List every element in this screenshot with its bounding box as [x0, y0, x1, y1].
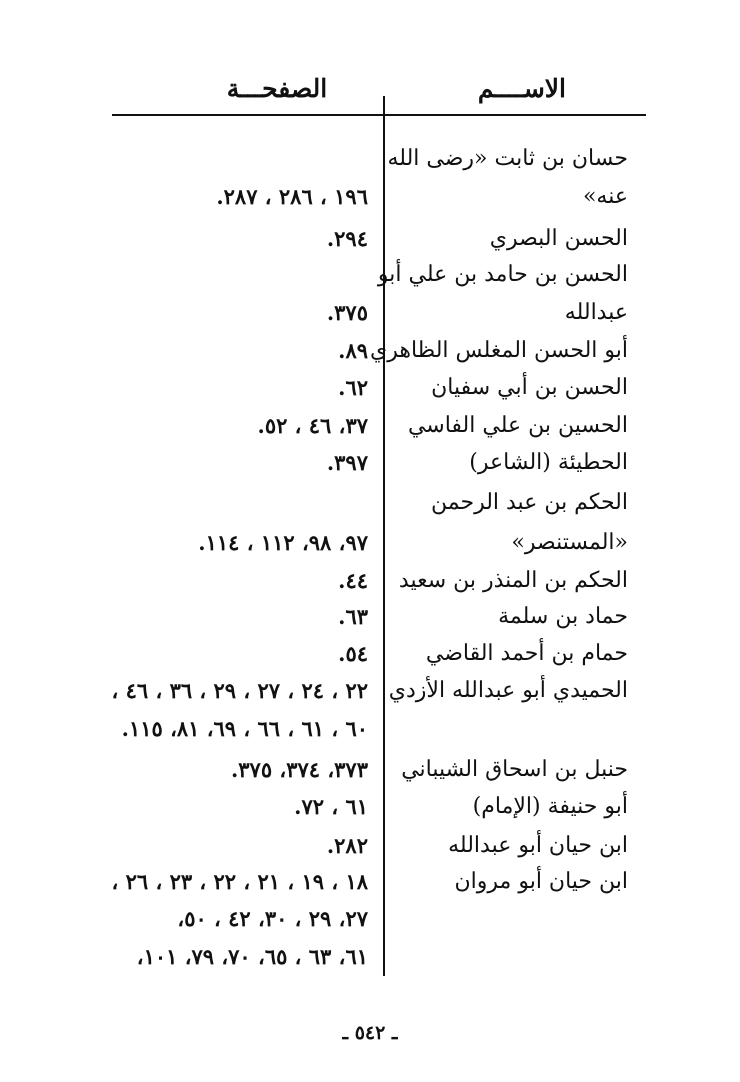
entry-name: الحسين بن علي الفاسي: [407, 413, 628, 438]
entry-name: حنبل بن اسحاق الشيباني: [401, 757, 628, 782]
entry-pages: ٢٩٤.: [326, 226, 368, 251]
table-row: [0, 678, 740, 714]
entry-pages: ٩٧، ٩٨، ١١٢ ، ١١٤.: [198, 530, 368, 555]
entry-pages: ٦٢.: [338, 375, 368, 400]
entry-pages: ٣٧٣، ٣٧٤، ٣٧٥.: [230, 757, 368, 782]
entry-name: الحطيئة (الشاعر): [469, 450, 628, 475]
table-row: [0, 869, 740, 905]
entry-name: الحسن البصري: [489, 226, 628, 251]
table-row: [0, 641, 740, 677]
entry-name: ابن حيان أبو عبدالله: [448, 833, 628, 858]
entry-pages: ٨٩.: [338, 338, 368, 363]
table-row: [0, 146, 740, 182]
entry-name: عبدالله: [564, 300, 628, 325]
entry-pages: ٦٣.: [338, 604, 368, 629]
table-row: [0, 794, 740, 830]
table-row: [0, 568, 740, 604]
table-row: [0, 450, 740, 486]
table-row: [0, 226, 740, 262]
entry-name: أبو حنيفة (الإمام): [472, 794, 628, 819]
entry-name: ابن حيان أبو مروان: [454, 869, 628, 894]
entry-pages: ٣٧، ٤٦ ، ٥٢.: [257, 413, 368, 438]
table-row: [0, 300, 740, 336]
table-row: [0, 906, 740, 942]
entry-pages: ١٨ ، ١٩ ، ٢١ ، ٢٢ ، ٢٣ ، ٢٦ ،: [111, 869, 368, 894]
table-row: [0, 604, 740, 640]
entry-name: أبو الحسن المغلس الظاهري: [370, 338, 628, 363]
entry-name: حسان بن ثابت «رضى الله: [387, 146, 628, 171]
entry-pages: ٤٤.: [338, 568, 368, 593]
table-row: [0, 413, 740, 449]
entry-name: الحسن بن حامد بن علي أبو: [377, 262, 628, 287]
table-row: [0, 375, 740, 411]
table-row: [0, 757, 740, 793]
entry-pages: ٦١، ٦٣ ، ٦٥، ٧٠، ٧٩، ١٠١،: [136, 944, 368, 969]
entry-name: الحسن بن أبي سفيان: [431, 375, 628, 400]
page-number: ـ ٥٤٢ ـ: [342, 1022, 398, 1044]
entry-pages: ٣٧٥.: [326, 300, 368, 325]
entry-name: حماد بن سلمة: [498, 604, 628, 629]
table-row: [0, 944, 740, 980]
entry-name: الحكم بن عبد الرحمن: [431, 490, 628, 515]
table-row: [0, 530, 740, 566]
entry-pages: ٦٠ ، ٦١ ، ٦٦ ، ٦٩، ٨١، ١١٥.: [121, 716, 368, 741]
table-row: [0, 184, 740, 220]
entry-name: الحكم بن المنذر بن سعيد: [398, 568, 628, 593]
entry-pages: ٦١ ، ٧٢.: [294, 794, 368, 819]
table-row: [0, 833, 740, 869]
entry-name: عنه»: [582, 184, 628, 209]
entry-pages: ٣٩٧.: [326, 450, 368, 475]
entry-pages: ٢٧، ٢٩ ، ٣٠، ٤٢ ، ٥٠،: [177, 906, 368, 931]
page-column-header: الصفحـــة: [226, 74, 328, 103]
entry-pages: ٥٤.: [338, 641, 368, 666]
entry-name: حمام بن أحمد القاضي: [425, 641, 628, 666]
entry-pages: ١٩٦ ، ٢٨٦ ، ٢٨٧.: [216, 184, 368, 209]
entry-pages: ٢٢ ، ٢٤ ، ٢٧ ، ٢٩ ، ٣٦ ، ٤٦ ،: [111, 678, 368, 703]
name-column-header: الاســــم: [477, 74, 566, 103]
table-row: [0, 716, 740, 752]
entry-name: الحميدي أبو عبدالله الأزدي: [388, 678, 628, 703]
header-divider: [112, 114, 646, 116]
entry-pages: ٢٨٢.: [326, 833, 368, 858]
table-row: [0, 338, 740, 374]
table-row: [0, 262, 740, 298]
entry-name: «المستنصر»: [511, 530, 628, 555]
table-row: [0, 490, 740, 526]
